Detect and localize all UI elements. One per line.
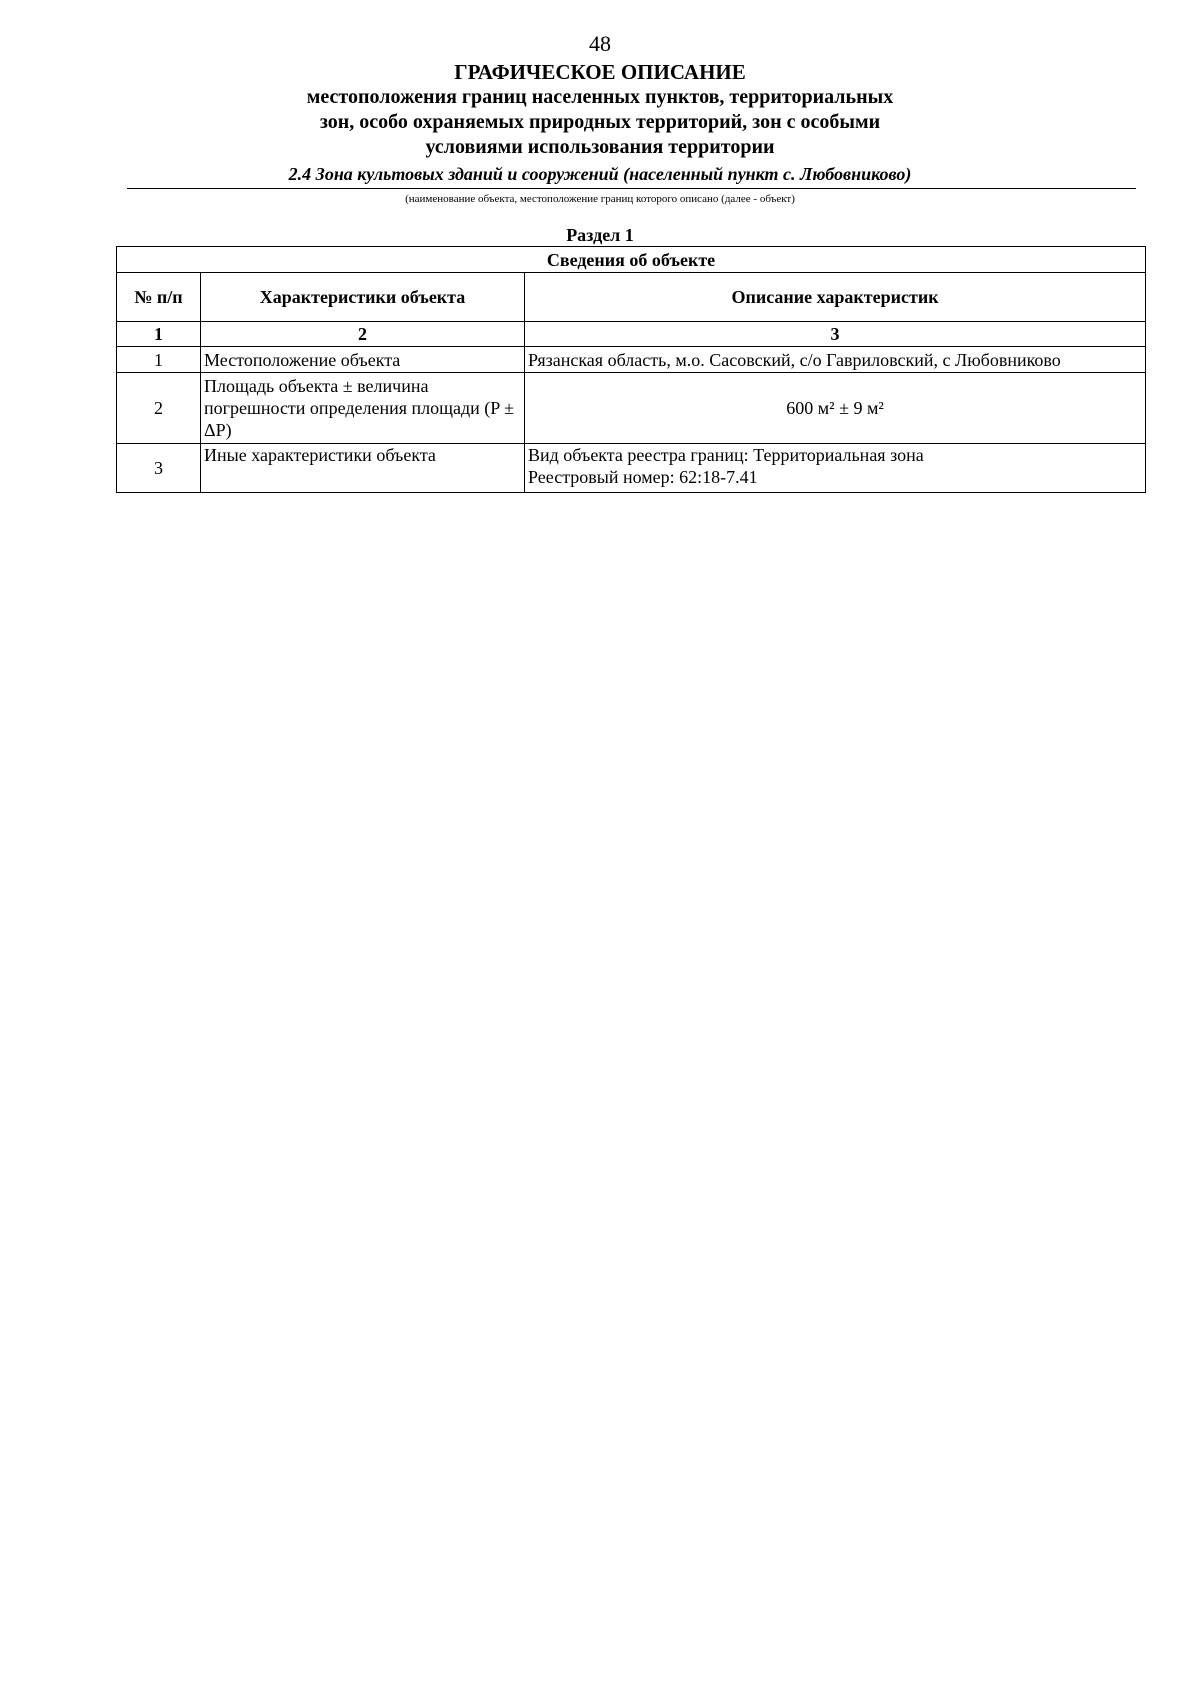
object-name: 2.4 Зона культовых зданий и сооружений (населенный пункт с. Любовниково) — [288, 164, 912, 184]
row-description — [525, 444, 1146, 493]
column-header-description: Описание характеристик — [525, 273, 1146, 322]
row-description: 600 м² ± 9 м² — [525, 373, 1146, 444]
row-number: 2 — [117, 373, 201, 444]
underline-divider — [127, 188, 1136, 189]
row-characteristic: Иные характеристики объекта — [201, 444, 525, 493]
section-title: Раздел 1 — [566, 225, 634, 245]
row-characteristic: Местоположение объекта — [201, 347, 525, 373]
column-header-num: № п/п — [117, 273, 201, 322]
table-title: Сведения об объекте — [117, 247, 1146, 273]
document-title — [0, 60, 1200, 160]
page-number: 48 — [589, 31, 611, 56]
row-number: 1 — [117, 347, 201, 373]
title-main: ГРАФИЧЕСКОЕ ОПИСАНИЕ — [454, 60, 746, 84]
title-line: условиями использования территории — [425, 136, 775, 158]
object-caption: (наименование объекта, местоположение границ которого описано (далее - объект) — [405, 193, 795, 205]
description-line: Вид объекта реестра границ: Территориальная зона — [528, 445, 924, 465]
column-number: 1 — [117, 322, 201, 347]
object-info-table — [116, 246, 1146, 493]
column-number: 3 — [525, 322, 1146, 347]
description-line: Реестровый номер: 62:18-7.41 — [528, 467, 758, 487]
table-row — [117, 347, 1146, 373]
table-row — [117, 444, 1146, 493]
column-number: 2 — [201, 322, 525, 347]
table-row — [117, 373, 1146, 444]
row-description: Рязанская область, м.о. Сасовский, с/о Гавриловский, с Любовниково — [525, 347, 1146, 373]
row-number: 3 — [117, 444, 201, 493]
row-characteristic: Площадь объекта ± величина погрешности определения площади (P ± ΔP) — [201, 373, 525, 444]
title-line: местоположения границ населенных пунктов, территориальных — [306, 86, 894, 108]
title-line: зон, особо охраняемых природных территорий, зон с особыми — [319, 111, 881, 133]
column-header-characteristic: Характеристики объекта — [201, 273, 525, 322]
